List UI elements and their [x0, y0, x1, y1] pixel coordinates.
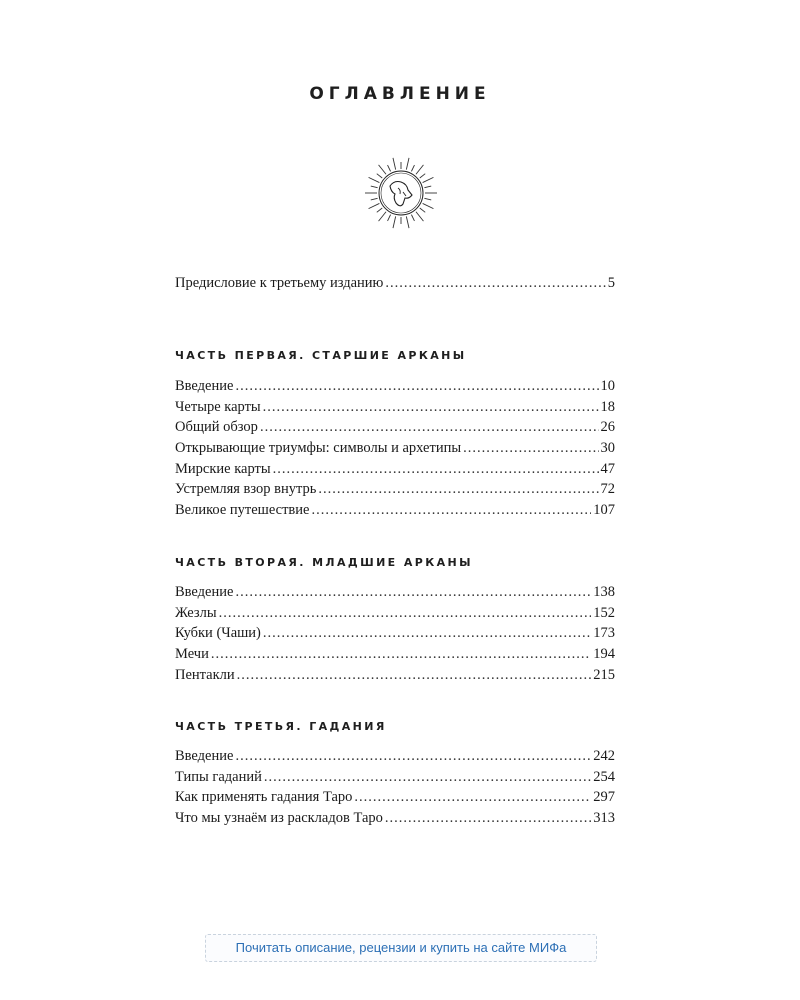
part-heading-3: ЧАСТЬ ТРЕТЬЯ. ГАДАНИЯ [175, 720, 387, 733]
toc-entry[interactable] [175, 745, 615, 767]
toc-entry-label: Введение [175, 378, 234, 394]
part-heading-2: ЧАСТЬ ВТОРАЯ. МЛАДШИЕ АРКАНЫ [175, 556, 473, 569]
dot-leader [235, 375, 598, 397]
toc-entry-label: Жезлы [175, 605, 217, 621]
toc-entry[interactable] [175, 807, 615, 829]
toc-entry-label: Пентакли [175, 667, 235, 683]
toc-entry-page: 30 [600, 440, 615, 456]
dot-leader [264, 766, 591, 788]
sun-ray [416, 165, 423, 174]
toc-entry[interactable] [175, 499, 615, 521]
toc-entry-page: 72 [600, 481, 615, 497]
sun-ray [411, 165, 414, 171]
toc-entry-page: 242 [593, 748, 615, 764]
sun-ray [377, 208, 382, 212]
toc-entry-label: Мирские карты [175, 461, 271, 477]
sun-ray [388, 215, 391, 221]
dot-leader [385, 807, 591, 829]
toc-entry-label: Что мы узнаём из раскладов Таро [175, 810, 383, 826]
toc-entry-label: Общий обзор [175, 419, 258, 435]
toc-entry-page: 26 [600, 419, 615, 435]
toc-entry[interactable] [175, 396, 615, 418]
sun-ray [423, 177, 434, 182]
toc-entry-page: 5 [607, 275, 615, 291]
page-title: ОГЛАВЛЕНИЕ [309, 84, 491, 104]
toc-entry-page: 138 [593, 584, 615, 600]
toc-entry-page: 215 [593, 667, 615, 683]
toc-entry-label: Предисловие к третьему изданию [175, 275, 384, 291]
dot-leader [219, 602, 592, 624]
toc-entry-page: 173 [593, 625, 615, 641]
dot-leader [311, 499, 591, 521]
dot-leader [463, 437, 598, 459]
sun-ray [416, 212, 423, 221]
sun-ray [420, 174, 425, 178]
toc-entry-page: 194 [593, 646, 615, 662]
sun-ray [379, 212, 386, 221]
sun-ray [369, 177, 380, 182]
toc-entry-page: 47 [600, 461, 615, 477]
toc-entry-label: Открывающие триумфы: символы и архетипы [175, 440, 462, 456]
dot-leader [273, 458, 599, 480]
dot-leader [260, 416, 599, 438]
toc-entry-page: 10 [600, 378, 615, 394]
toc-entry[interactable] [175, 416, 615, 438]
dot-leader [318, 478, 598, 500]
dot-leader [263, 396, 599, 418]
toc-entry-label: Мечи [175, 646, 209, 662]
toc-entry-page: 107 [593, 502, 615, 518]
toc-entry-label: Четыре карты [175, 399, 261, 415]
toc-entry-label: Введение [175, 748, 234, 764]
toc-entry-label: Введение [175, 584, 234, 600]
dot-leader [237, 664, 592, 686]
toc-entry-page: 297 [593, 789, 615, 805]
dot-leader [263, 622, 591, 644]
sun-ray [388, 165, 391, 171]
sun-ray [393, 216, 396, 228]
sun-ray [406, 158, 409, 170]
toc-entry-preface[interactable] [175, 272, 615, 294]
part-heading-1: ЧАСТЬ ПЕРВАЯ. СТАРШИЕ АРКАНЫ [175, 349, 467, 362]
toc-entry[interactable] [175, 664, 615, 686]
toc-entry[interactable] [175, 375, 615, 397]
toc-entry-page: 152 [593, 605, 615, 621]
toc-entry-page: 254 [593, 769, 615, 785]
sun-ray [379, 165, 386, 174]
sun-ray [371, 186, 378, 188]
toc-entry[interactable] [175, 786, 615, 808]
sun-ray [369, 203, 380, 208]
toc-entry-label: Великое путешествие [175, 502, 310, 518]
dot-leader [235, 745, 591, 767]
toc-entry[interactable] [175, 622, 615, 644]
toc-entry[interactable] [175, 478, 615, 500]
sun-ray [424, 186, 431, 188]
dot-leader [211, 643, 591, 665]
toc-entry-page: 313 [593, 810, 615, 826]
toc-entry[interactable] [175, 602, 615, 624]
sun-ray [393, 158, 396, 170]
sun-ray [423, 203, 434, 208]
sun-ray [377, 174, 382, 178]
toc-entry[interactable] [175, 458, 615, 480]
toc-entry-page: 18 [600, 399, 615, 415]
toc-entry-label: Кубки (Чаши) [175, 625, 261, 641]
toc-entry[interactable] [175, 437, 615, 459]
dot-leader [235, 581, 591, 603]
toc-entry[interactable] [175, 643, 615, 665]
sun-emblem-icon [360, 152, 442, 234]
sun-ray [411, 215, 414, 221]
toc-entry-label: Типы гаданий [175, 769, 262, 785]
dot-leader [354, 786, 591, 808]
sun-ray [371, 198, 378, 200]
dot-leader [385, 272, 605, 294]
toc-entry[interactable] [175, 766, 615, 788]
sun-ray [406, 216, 409, 228]
buy-on-mif-link[interactable]: Почитать описание, рецензии и купить на сайте МИФа [205, 934, 597, 962]
sun-ray [424, 198, 431, 200]
toc-entry[interactable] [175, 581, 615, 603]
toc-entry-label: Устремляя взор внутрь [175, 481, 317, 497]
toc-entry-label: Как применять гадания Таро [175, 789, 353, 805]
sun-ray [420, 208, 425, 212]
